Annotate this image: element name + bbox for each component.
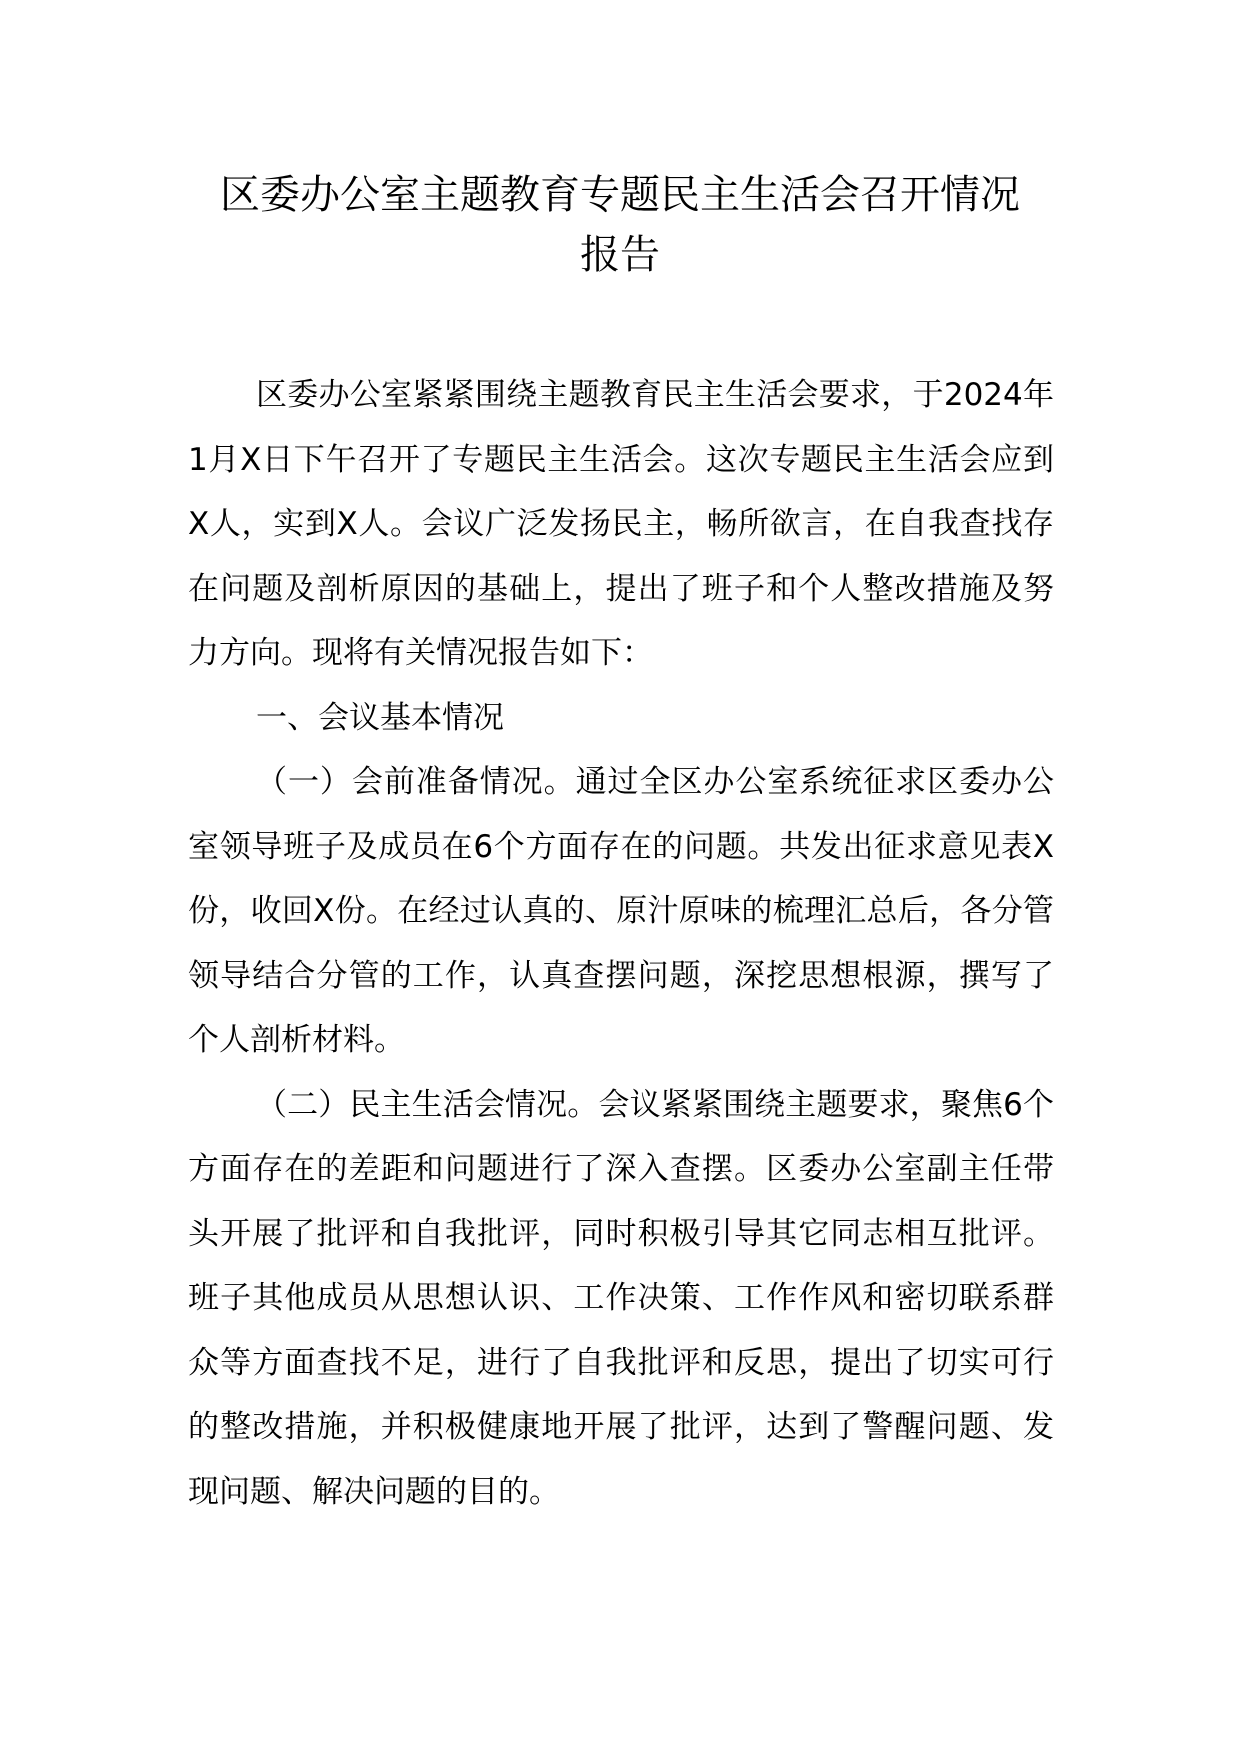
meeting-paragraph [188,1073,1054,1525]
paragraph-text: 区委办公室紧紧围绕主题教育民主生活会要求，于2024年1月X日下午召开了专题民主生活会。这次专题民主生活会应到X人，实到X人。会议广泛发扬民主，畅所欲言，在自我查找存在问题及剖析原因的基础上，提出了班子和个人整改措施及努力方向。现将有关情况报告如下： [188,377,1054,671]
paragraph-text: 会议紧紧围绕主题要求，聚焦6个方面存在的差距和问题进行了深入查摆。区委办公室副主任带头开展了批评和自我批评，同时积极引导其它同志相互批评。班子其他成员从思想认识、工作决策、工作作风和密切联系群众等方面查找不足，进行了自我批评和反思，提出了切实可行的整改措施，并积极健康地开展了批评，达到了警醒问题、发现问题、解决问题的目的。 [188,1086,1054,1510]
subsection-heading: （一）会前准备情况。 [256,764,576,800]
intro-paragraph [188,363,1054,686]
subsection-heading: （二）民主生活会情况。 [256,1086,599,1123]
section-heading-text: 一、会议基本情况 [256,699,504,736]
section-heading [188,686,1054,751]
document-title [150,165,1090,285]
title-line-1: 区委办公室主题教育专题民主生活会召开情况 [220,172,1020,218]
title-line-2: 报告 [580,232,660,278]
document-body [188,363,1054,1524]
paragraph-text: 通过全区办公室系统征求区委办公室领导班子及成员在6个方面存在的问题。共发出征求意见表X份，收回X份。在经过认真的、原汁原味的梳理汇总后，各分管领导结合分管的工作，认真查摆问题，深挖思想根源，撰写了个人剖析材料。 [188,764,1055,1058]
preparation-paragraph [188,750,1054,1073]
